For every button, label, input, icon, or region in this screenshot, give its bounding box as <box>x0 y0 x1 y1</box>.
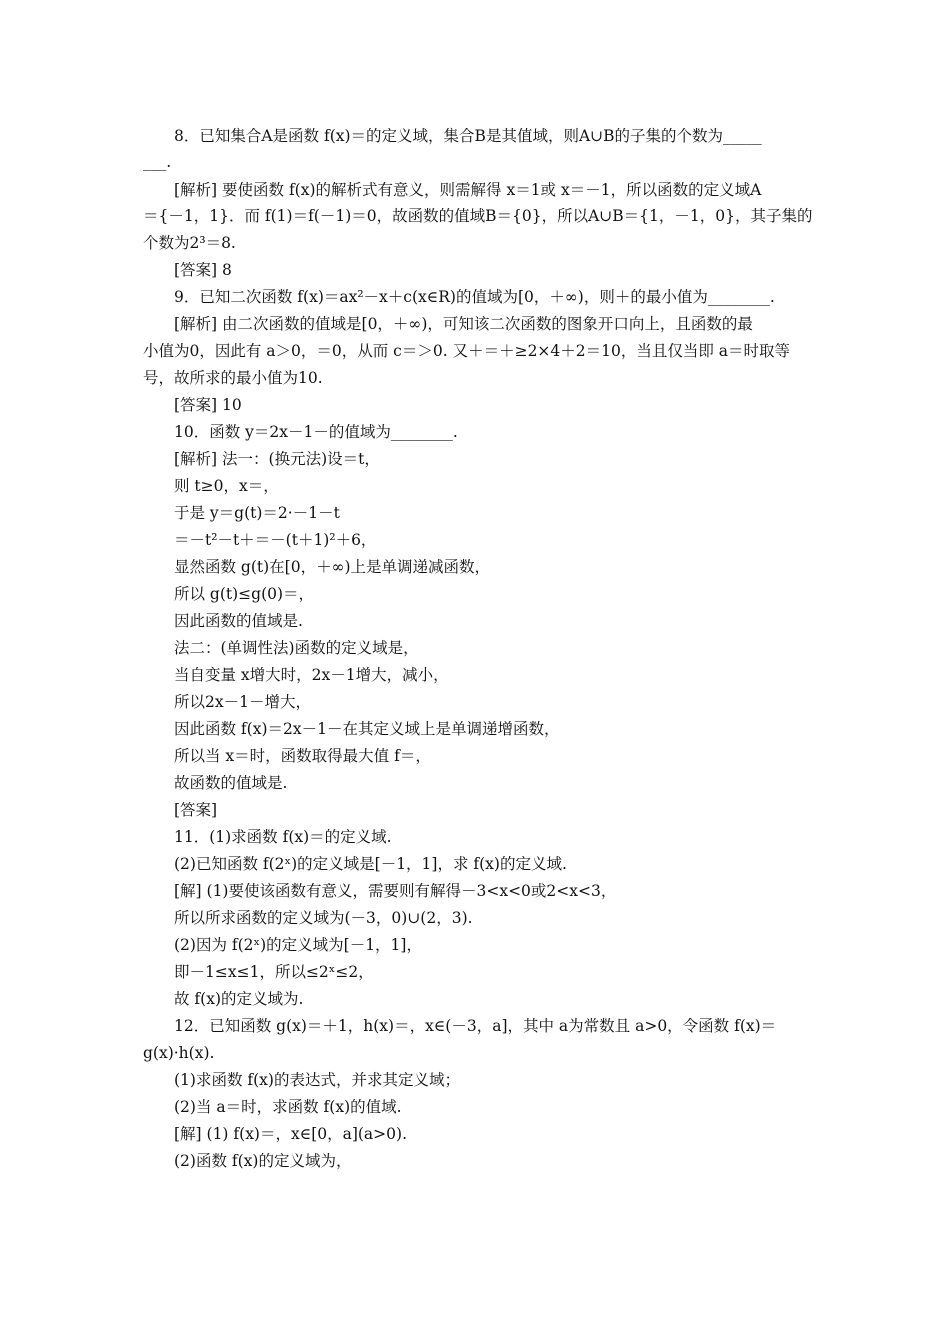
q9-answer: [答案] 10 <box>174 396 242 414</box>
q10-analysis-line-10: 所以2x－1－增大， <box>174 693 311 711</box>
q10-analysis-line-5: 显然函数 g(t)在[0，＋∞)上是单调递减函数， <box>174 558 491 576</box>
q12-solution-line-2: (2)函数 f(x)的定义域为， <box>174 1152 352 1170</box>
q12-line-1: 12．已知函数 g(x)＝＋1，h(x)＝，x∈(－3，a]，其中 a为常数且 a>0，令函数 f(x)＝ <box>174 1017 777 1035</box>
q11-solution-line-2: 所以所求函数的定义域为(－3，0)∪(2，3). <box>174 909 473 927</box>
q11-line-1: 11．(1)求函数 f(x)＝的定义域. <box>174 828 392 846</box>
q12-line-4: (2)当 a＝时，求函数 f(x)的值域. <box>174 1098 402 1116</box>
q8-analysis-line-3: 个数为2³＝8. <box>143 234 236 252</box>
q11-solution-line-3: (2)因为 f(2ˣ)的定义域为[－1，1]， <box>174 936 422 954</box>
q8-line-2: ___. <box>143 153 172 171</box>
q9-analysis-line-2: 小值为0，因此有 a＞0，＝0，从而 c＝＞0. 又＋＝＋≥2×4＋2＝10，当且仅当即 a＝时取等 <box>143 342 791 360</box>
q11-solution-line-5: 故 f(x)的定义域为. <box>174 990 304 1008</box>
q10-analysis-line-3: 于是 y＝g(t)＝2·－1－t <box>174 504 340 522</box>
q12-line-2: g(x)·h(x). <box>143 1044 215 1062</box>
q10-line-1: 10．函数 y＝2x－1－的值域为________. <box>174 423 458 441</box>
q11-line-2: (2)已知函数 f(2ˣ)的定义域是[－1，1]，求 f(x)的定义域. <box>174 855 567 873</box>
q9-analysis-line-1: [解析] 由二次函数的值域是[0，＋∞)，可知该二次函数的图象开口向上，且函数的最 <box>174 315 753 333</box>
q11-solution-line-1: [解] (1)要使该函数有意义，需要则有解得－3<x<0或2<x<3， <box>174 882 617 900</box>
q10-analysis-line-7: 因此函数的值域是. <box>174 612 303 630</box>
q12-line-3: (1)求函数 f(x)的表达式，并求其定义域； <box>174 1071 460 1089</box>
q10-analysis-line-6: 所以 g(t)≤g(0)＝， <box>174 585 315 603</box>
q10-analysis-line-4: ＝－t²－t＋＝－(t＋1)²＋6， <box>174 531 377 549</box>
q12-solution-line-1: [解] (1) f(x)＝，x∈[0，a](a>0). <box>174 1125 407 1143</box>
q10-analysis-line-11: 因此函数 f(x)＝2x－1－在其定义域上是单调递增函数， <box>174 720 560 738</box>
q10-analysis-line-8: 法二：(单调性法)函数的定义域是， <box>174 639 419 657</box>
q10-analysis-line-1: [解析] 法一：(换元法)设＝t， <box>174 450 380 468</box>
q10-analysis-line-9: 当自变量 x增大时，2x－1增大，减小， <box>174 666 449 684</box>
q10-answer: [答案] <box>174 801 218 819</box>
q10-analysis-line-12: 所以当 x＝时，函数取得最大值 f＝， <box>174 747 431 765</box>
q10-analysis-line-13: 故函数的值域是. <box>174 774 288 792</box>
q8-analysis-line-2: ＝{－1，1}．而 f(1)＝f(－1)＝0，故函数的值域B＝{0}，所以A∪B＝{1，－1，0}，其子集的 <box>143 207 813 225</box>
q9-line-1: 9．已知二次函数 f(x)＝ax²－x＋c(x∈R)的值域为[0，＋∞)，则＋的最小值为________. <box>174 288 775 306</box>
q11-solution-line-4: 即－1≤x≤1，所以≤2ˣ≤2， <box>174 963 374 981</box>
q9-analysis-line-3: 号，故所求的最小值为10. <box>143 369 323 387</box>
q8-answer: [答案] 8 <box>174 261 232 279</box>
q8-analysis-line-1: [解析] 要使函数 f(x)的解析式有意义，则需解得 x＝1或 x＝－1，所以函数的定义域A <box>174 181 762 199</box>
q10-analysis-line-2: 则 t≥0，x＝， <box>174 477 279 495</box>
q8-line-1: 8．已知集合A是函数 f(x)＝的定义域，集合B是其值域，则A∪B的子集的个数为_____ <box>174 127 762 145</box>
